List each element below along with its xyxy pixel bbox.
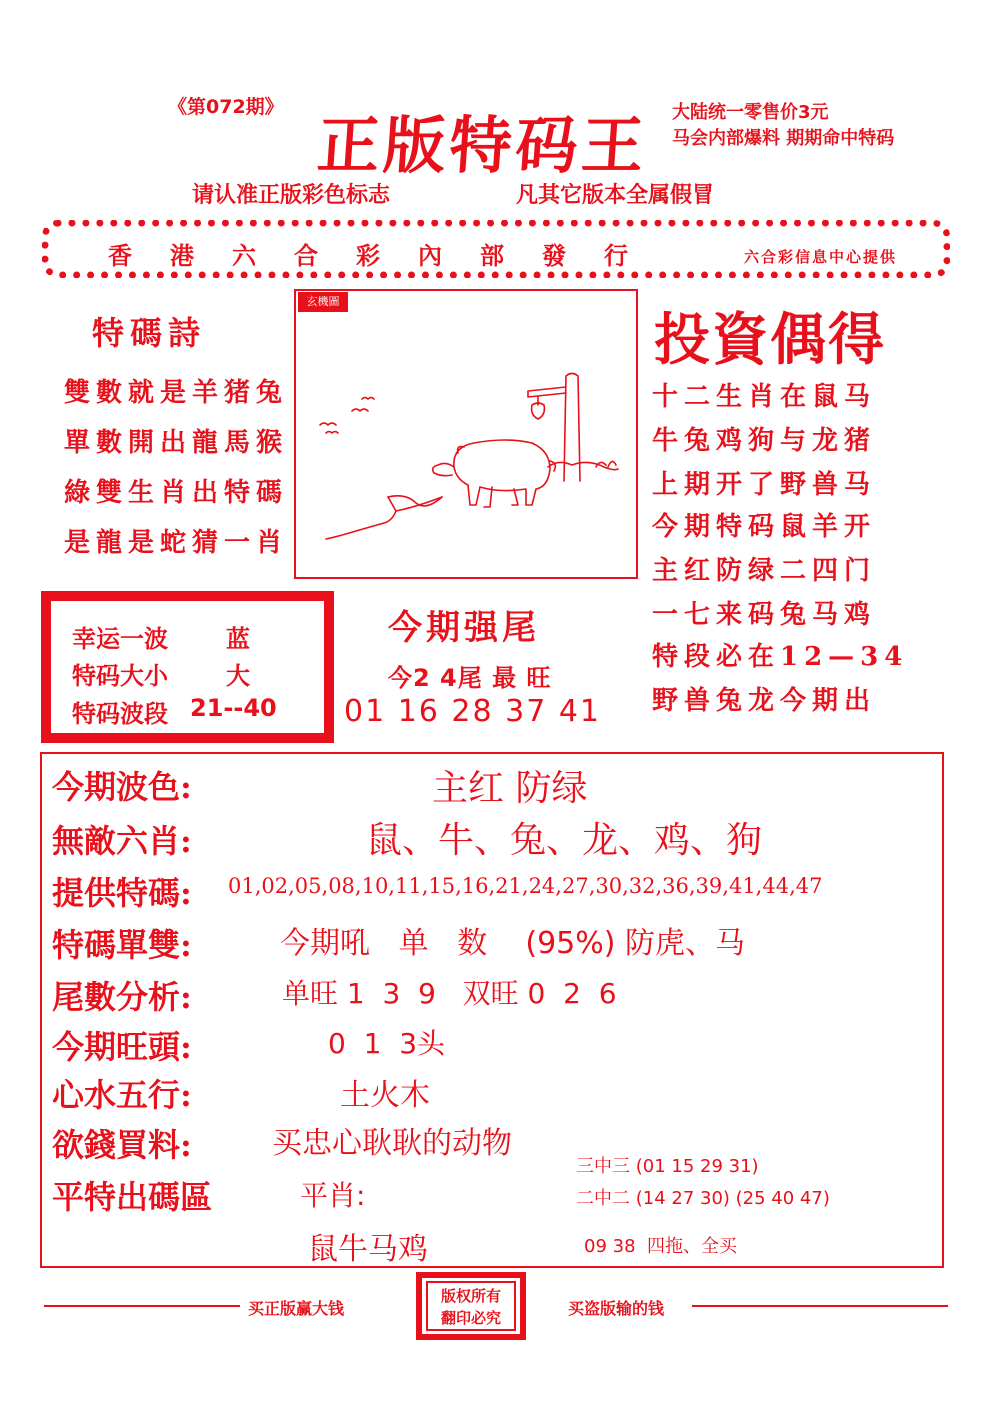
flat-label: 平肖: [300, 1179, 366, 1212]
element-label: 心水五行: [52, 1076, 192, 1114]
color-value: 主红 防绿 [432, 768, 588, 809]
buy-label: 欲錢買料: [52, 1126, 192, 1164]
footer-left-slogan: 买正版赢大钱 [248, 1299, 345, 1318]
range-label: 特码波段 [72, 700, 168, 728]
invest-line: 今期特码鼠羊开 [652, 512, 877, 542]
price-info [672, 100, 894, 152]
poem-line: 雙數就是羊猪兔 [64, 378, 289, 408]
special-label: 提供特碼: [52, 874, 192, 912]
half-special-label: 平特出碼區 [52, 1178, 213, 1216]
range-value: 21--40 [190, 694, 277, 722]
lucky-wave-value: 蓝 [226, 625, 250, 653]
size-value: 大 [226, 662, 250, 690]
odd-even-value: 今期吼 单 数 (95%) 防虎、马 [280, 926, 745, 961]
banner-text: 香港六合彩內部發行 [108, 241, 666, 270]
invest-line: 野兽兔龙今期出 [652, 686, 877, 716]
price-line-1: 大陆统一零售价3元 [672, 102, 829, 123]
riddle-picture [294, 289, 638, 579]
lucky-wave-label: 幸运一波 [72, 625, 168, 653]
counterfeit-notice: 凡其它版本全属假冒 [516, 183, 715, 208]
invest-line: 上期开了野兽马 [652, 470, 877, 500]
buy-value: 买忠心耿耿的动物 [272, 1126, 512, 1161]
head-label: 今期旺頭: [52, 1028, 192, 1066]
authenticity-notice: 请认准正版彩色标志 [192, 183, 391, 208]
size-label: 特码大小 [72, 662, 168, 690]
copyright-line-1: 版权所有 [440, 1287, 501, 1305]
pig-illustration [296, 291, 636, 577]
poem-title: 特碼詩 [92, 314, 207, 352]
copyright-notice [426, 1281, 516, 1331]
combo-three: 三中三 (01 15 29 31) [576, 1156, 759, 1177]
tail-value: 单旺 1 3 9 双旺 0 2 6 [282, 977, 617, 1010]
invest-line: 牛兔鸡狗与龙猪 [652, 426, 877, 456]
tail-label: 尾數分析: [52, 978, 192, 1016]
page-title: 正版特码王 [315, 109, 651, 182]
issue-number: 《第072期》 [168, 96, 284, 118]
head-value: 0 1 3头 [328, 1027, 446, 1060]
color-label: 今期波色: [52, 768, 192, 806]
poem-line: 單數開出龍馬猴 [64, 428, 289, 458]
strong-tail-title: 今期强尾 [388, 608, 540, 648]
divider-left [44, 1305, 240, 1307]
strong-tail-sub: 今2 4尾 最 旺 [388, 664, 552, 692]
footer-right-slogan: 买盗版输的钱 [568, 1299, 665, 1318]
poem-line: 是龍是蛇猜一肖 [64, 528, 289, 558]
picture-stamp: 玄機圖 [298, 292, 348, 312]
element-value: 土火木 [340, 1078, 430, 1113]
odd-even-label: 特碼單雙: [52, 926, 192, 964]
flat-value: 鼠牛马鸡 [308, 1232, 428, 1267]
invest-line: 十二生肖在鼠马 [652, 382, 877, 412]
poem-line: 綠雙生肖出特碼 [64, 478, 289, 508]
invest-title: 投資偶得 [654, 308, 886, 373]
invest-line: 特段必在12—34 [652, 642, 909, 672]
combo-two: 二中二 (14 27 30) (25 40 47) [576, 1188, 830, 1209]
strong-tail-numbers: 01 16 28 37 41 [344, 694, 602, 729]
invest-line: 一七来码兔马鸡 [652, 600, 877, 630]
six-zodiac-value: 鼠、牛、兔、龙、鸡、狗 [366, 820, 763, 861]
six-zodiac-label: 無敵六肖: [52, 822, 192, 860]
copyright-line-2: 翻印必究 [440, 1309, 501, 1327]
invest-line: 主红防绿二四门 [652, 556, 877, 586]
banner-provider: 六合彩信息中心提供 [744, 248, 898, 266]
divider-right [692, 1305, 948, 1307]
combo-drag: 09 38 四拖、全买 [584, 1236, 737, 1257]
special-value: 01,02,05,08,10,11,15,16,21,24,27,30,32,36,39,41,44,47 [228, 874, 823, 898]
price-line-2: 马会内部爆料 期期命中特码 [672, 128, 895, 149]
